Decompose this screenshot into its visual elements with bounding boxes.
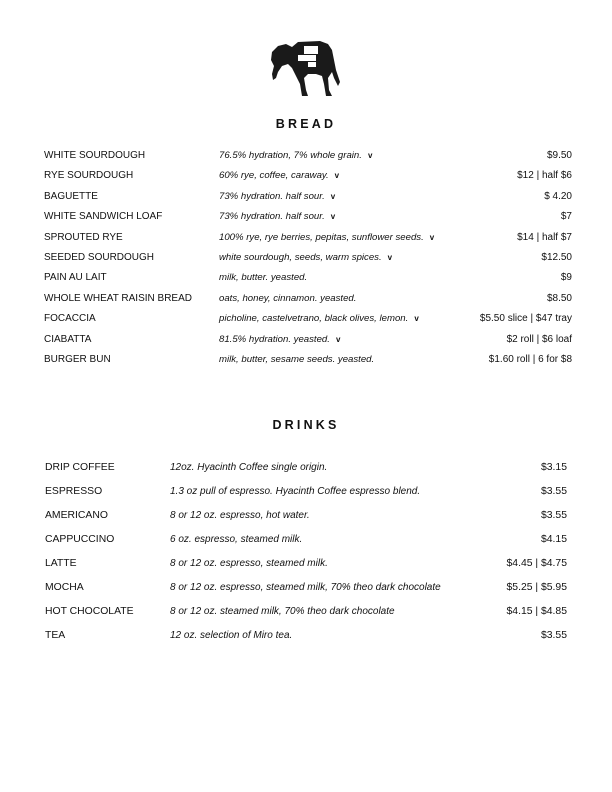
bread-item-price: $1.60 roll | 6 for $8 xyxy=(488,353,572,365)
bread-item-price: $9.50 xyxy=(546,150,572,161)
bread-item-name: WHITE SANDWICH LOAF xyxy=(44,211,163,223)
drinks-item-price: $3.55 xyxy=(540,630,567,641)
drinks-item-price: $3.15 xyxy=(540,462,567,473)
bread-item-description-text: 73% hydration. half sour. xyxy=(219,211,325,223)
bread-menu-item xyxy=(44,170,572,190)
drinks-menu-item xyxy=(45,510,567,534)
expand-toggle[interactable]: v xyxy=(334,171,340,181)
drinks-item-name: DRIP COFFEE xyxy=(45,462,115,473)
bread-item-name: BAGUETTE xyxy=(44,190,98,202)
bread-menu-item xyxy=(44,334,572,354)
bread-item-price: $5.50 slice | $47 tray xyxy=(479,313,572,325)
bread-item-description xyxy=(219,354,374,365)
bread-item-description xyxy=(219,313,419,324)
drinks-section-title: DRINKS xyxy=(272,418,340,432)
drinks-item-description xyxy=(170,486,420,497)
bread-item-description xyxy=(219,150,372,161)
bread-item-description-text: white sourdough, seeds, warm spices. xyxy=(219,251,382,263)
drinks-menu-item xyxy=(45,582,567,606)
drinks-item-price: $4.15 xyxy=(540,534,567,545)
bread-section-title: BREAD xyxy=(275,117,337,131)
bread-item-description-text: picholine, castelvetrano, black olives, lemon. xyxy=(219,313,409,325)
drinks-item-name: HOT CHOCOLATE xyxy=(45,606,134,617)
bread-item-name: WHITE SOURDOUGH xyxy=(44,150,146,161)
bread-item-name: SEEDED SOURDOUGH xyxy=(44,251,155,263)
drinks-item-name: MOCHA xyxy=(45,582,84,593)
bread-item-name: CIABATTA xyxy=(44,333,92,345)
bread-menu-item xyxy=(44,211,572,231)
bread-item-description-text: 100% rye, rye berries, pepitas, sunflower seeds. xyxy=(219,231,424,243)
drinks-item-description-text: 8 or 12 oz. espresso, steamed milk, 70% theo dark chocolate xyxy=(170,582,441,593)
bread-item-price: $2 roll | $6 loaf xyxy=(506,333,572,345)
drinks-item-name: CAPPUCCINO xyxy=(45,534,115,545)
drinks-menu-item xyxy=(45,462,567,486)
bread-menu-item xyxy=(44,272,572,292)
drinks-item-price: $4.45 | $4.75 xyxy=(506,558,567,569)
drinks-menu-item xyxy=(45,630,567,654)
bread-item-price: $ 4.20 xyxy=(544,190,572,202)
bread-menu-item xyxy=(44,232,572,252)
drinks-item-price: $5.25 | $5.95 xyxy=(506,582,567,593)
bread-item-description xyxy=(219,170,339,181)
drinks-item-description xyxy=(170,606,395,617)
bread-item-description xyxy=(219,211,335,222)
drinks-item-description-text: 6 oz. espresso, steamed milk. xyxy=(170,534,303,545)
expand-toggle[interactable]: v xyxy=(330,191,336,201)
expand-toggle[interactable]: v xyxy=(429,232,435,242)
bread-item-description-text: 73% hydration. half sour. xyxy=(219,190,325,202)
drinks-item-description xyxy=(170,534,302,545)
bread-item-price: $8.50 xyxy=(546,292,572,304)
drinks-item-price: $4.15 | $4.85 xyxy=(506,606,567,617)
bread-item-description-text: 81.5% hydration. yeasted. xyxy=(219,333,330,345)
bread-item-description xyxy=(219,232,434,243)
drinks-item-price: $3.55 xyxy=(540,486,567,497)
drinks-item-name: AMERICANO xyxy=(45,510,108,521)
drinks-item-description-text: 12oz. Hyacinth Coffee single origin. xyxy=(170,462,328,473)
drinks-menu-item xyxy=(45,558,567,582)
expand-toggle[interactable]: v xyxy=(335,334,341,344)
bread-item-price: $12.50 xyxy=(541,251,572,263)
bread-item-description xyxy=(219,272,307,283)
bread-item-name: BURGER BUN xyxy=(44,353,111,365)
bread-item-description-text: oats, honey, cinnamon. yeasted. xyxy=(219,292,357,304)
bread-item-description-text: 76.5% hydration, 7% whole grain. xyxy=(219,150,362,161)
drinks-item-description-text: 8 or 12 oz. steamed milk, 70% theo dark chocolate xyxy=(170,606,395,617)
drinks-item-description xyxy=(170,558,328,569)
drinks-item-description-text: 12 oz. selection of Miro tea. xyxy=(170,630,293,641)
drinks-item-description-text: 8 or 12 oz. espresso, steamed milk. xyxy=(170,558,328,569)
bread-menu-item xyxy=(44,150,572,170)
drinks-menu-item xyxy=(45,486,567,510)
drinks-item-name: LATTE xyxy=(45,558,77,569)
drinks-item-description xyxy=(170,510,310,521)
bread-item-price: $14 | half $7 xyxy=(517,231,572,243)
bread-menu-item xyxy=(44,354,572,374)
drinks-item-description xyxy=(170,630,292,641)
bread-item-name: PAIN AU LAIT xyxy=(44,272,107,284)
drinks-item-description xyxy=(170,462,327,473)
drinks-item-name: ESPRESSO xyxy=(45,486,103,497)
drinks-item-description-text: 8 or 12 oz. espresso, hot water. xyxy=(170,510,310,521)
bread-item-description-text: milk, butter, sesame seeds. yeasted. xyxy=(219,353,375,365)
bread-item-price: $9 xyxy=(560,272,572,284)
drinks-item-price: $3.55 xyxy=(540,510,567,521)
drinks-menu-item xyxy=(45,606,567,630)
bread-item-description xyxy=(219,191,335,202)
expand-toggle[interactable]: v xyxy=(367,151,373,160)
drinks-item-name: TEA xyxy=(45,630,66,641)
bread-item-description-text: milk, butter. yeasted. xyxy=(219,272,308,284)
drinks-item-description-text: 1.3 oz pull of espresso. Hyacinth Coffee espresso blend. xyxy=(170,486,421,497)
bread-item-description-text: 60% rye, coffee, caraway. xyxy=(219,170,329,182)
bread-menu-item xyxy=(44,191,572,211)
expand-toggle[interactable]: v xyxy=(414,314,419,324)
bread-menu-list xyxy=(44,150,572,374)
bread-menu-item xyxy=(44,313,572,333)
bread-item-name: SPROUTED RYE xyxy=(44,231,123,243)
drinks-item-description xyxy=(170,582,441,593)
drinks-menu-item xyxy=(45,534,567,558)
drinks-menu-list xyxy=(45,462,567,654)
bread-item-price: $7 xyxy=(560,211,572,223)
bread-item-description xyxy=(219,252,392,263)
bread-item-price: $12 | half $6 xyxy=(517,170,572,182)
bread-menu-item xyxy=(44,252,572,272)
expand-toggle[interactable]: v xyxy=(330,212,336,222)
expand-toggle[interactable]: v xyxy=(387,252,393,262)
wolf-logo-icon xyxy=(268,38,342,100)
bread-item-name: WHOLE WHEAT RAISIN BREAD xyxy=(44,292,192,304)
bread-item-name: RYE SOURDOUGH xyxy=(44,170,134,182)
bread-menu-item xyxy=(44,293,572,313)
bread-item-name: FOCACCIA xyxy=(44,313,96,325)
bread-item-description xyxy=(219,334,340,345)
bread-item-description xyxy=(219,293,356,304)
